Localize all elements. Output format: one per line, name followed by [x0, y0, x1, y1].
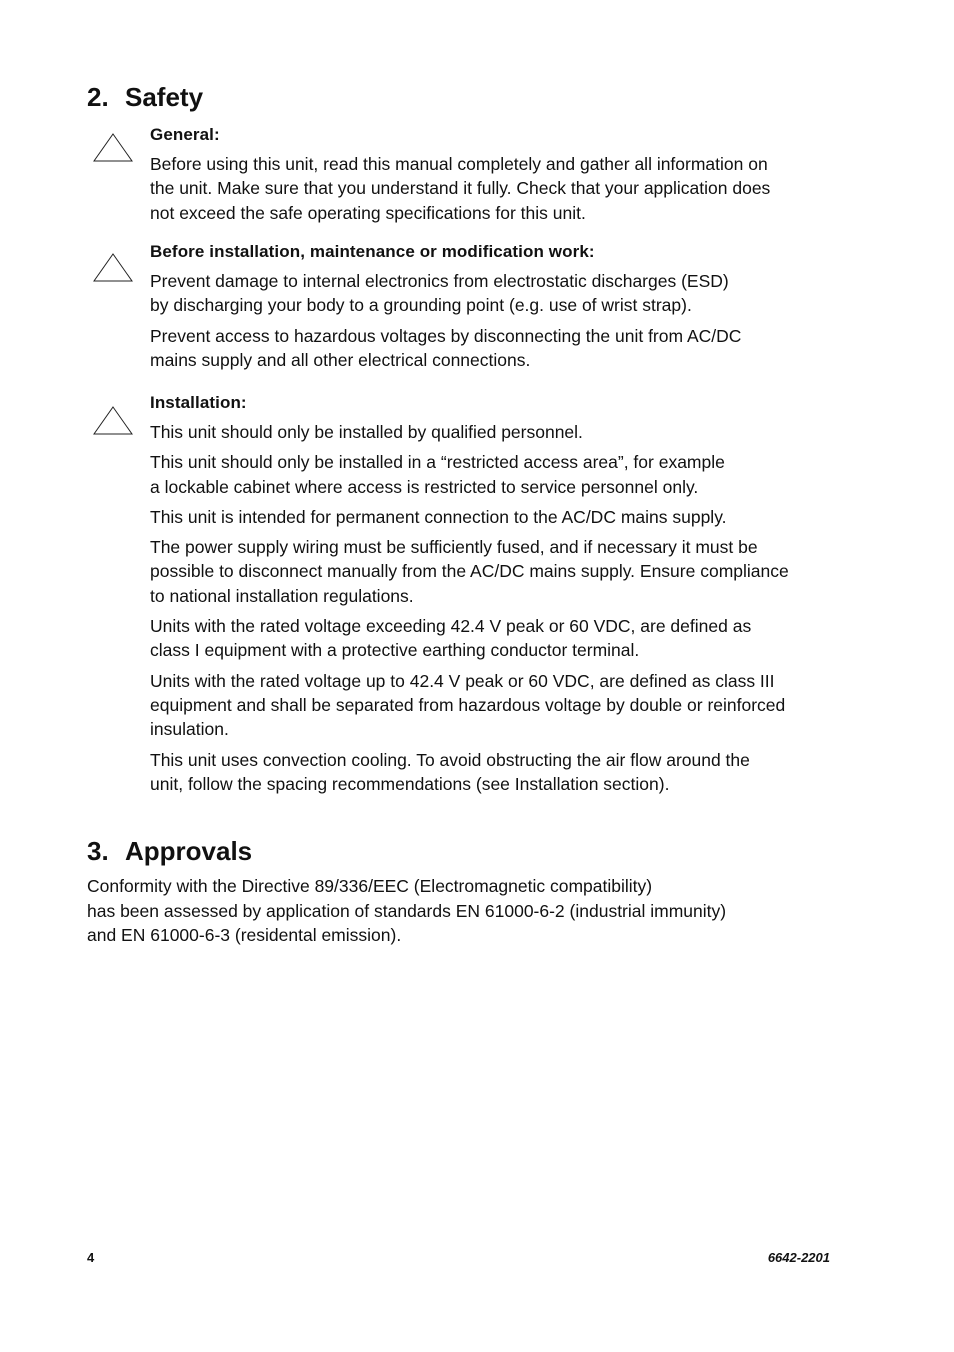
- installation-paragraph: Units with the rated voltage exceeding 42.4 V peak or 60 VDC, are defined as class I equipment with a protective earthing conductor terminal.: [150, 616, 752, 661]
- installation-block: [150, 392, 850, 802]
- document-number: 6642-2201: [767, 1250, 830, 1265]
- section-number: 2.: [87, 82, 109, 112]
- section-heading-approvals: [87, 836, 252, 866]
- section-number: 3.: [87, 836, 109, 866]
- warning-triangle-icon: [92, 405, 134, 435]
- subheading-maintenance: Before installation, maintenance or modification work:: [150, 242, 595, 261]
- maintenance-paragraph: Prevent access to hazardous voltages by disconnecting the unit from AC/DC mains supply and all other electrical connections.: [150, 325, 742, 370]
- installation-paragraph: This unit should only be installed in a “restricted access area”, for example a lockable cabinet where access is restricted to service personnel only.: [150, 452, 725, 497]
- warning-triangle-icon: [92, 132, 134, 162]
- subheading-general: General:: [150, 125, 220, 144]
- page-number: 4: [87, 1250, 95, 1265]
- general-paragraph: Before using this unit, read this manual completely and gather all information on the unit. Make sure that you understand it fully. Check that your application does not exceed the safe operating specifications for this unit.: [150, 154, 771, 223]
- subheading-installation: Installation:: [150, 393, 247, 412]
- installation-paragraph: This unit should only be installed by qualified personnel.: [150, 422, 583, 442]
- installation-paragraph: The power supply wiring must be sufficiently fused, and if necessary it must be possible to disconnect manually from the AC/DC mains supply. Ensure compliance to national installation regulations.: [150, 537, 789, 606]
- maintenance-paragraph: Prevent damage to internal electronics from electrostatic discharges (ESD) by discharging your body to a grounding point (e.g. use of wrist strap).: [150, 271, 729, 316]
- warning-triangle-icon: [92, 252, 134, 282]
- approvals-paragraph: Conformity with the Directive 89/336/EEC (Electromagnetic compatibility) has been assessed by application of standards EN 61000-6-2 (industrial immunity) and EN 61000-6-3 (residental emission).: [87, 876, 727, 945]
- installation-paragraph: This unit is intended for permanent connection to the AC/DC mains supply.: [150, 506, 727, 527]
- section-title: Approvals: [125, 836, 253, 866]
- installation-paragraph: Units with the rated voltage up to 42.4 V peak or 60 VDC, are defined as class III equipment and shall be separated from hazardous voltage by double or reinforced insulation.: [150, 670, 786, 740]
- installation-paragraph: This unit uses convection cooling. To avoid obstructing the air flow around the unit, follow the spacing recommendations (see Installation section).: [150, 749, 750, 794]
- maintenance-block: [150, 241, 850, 378]
- section-heading-safety: [87, 82, 203, 112]
- section-title: Safety: [125, 82, 204, 112]
- general-block: [150, 124, 850, 231]
